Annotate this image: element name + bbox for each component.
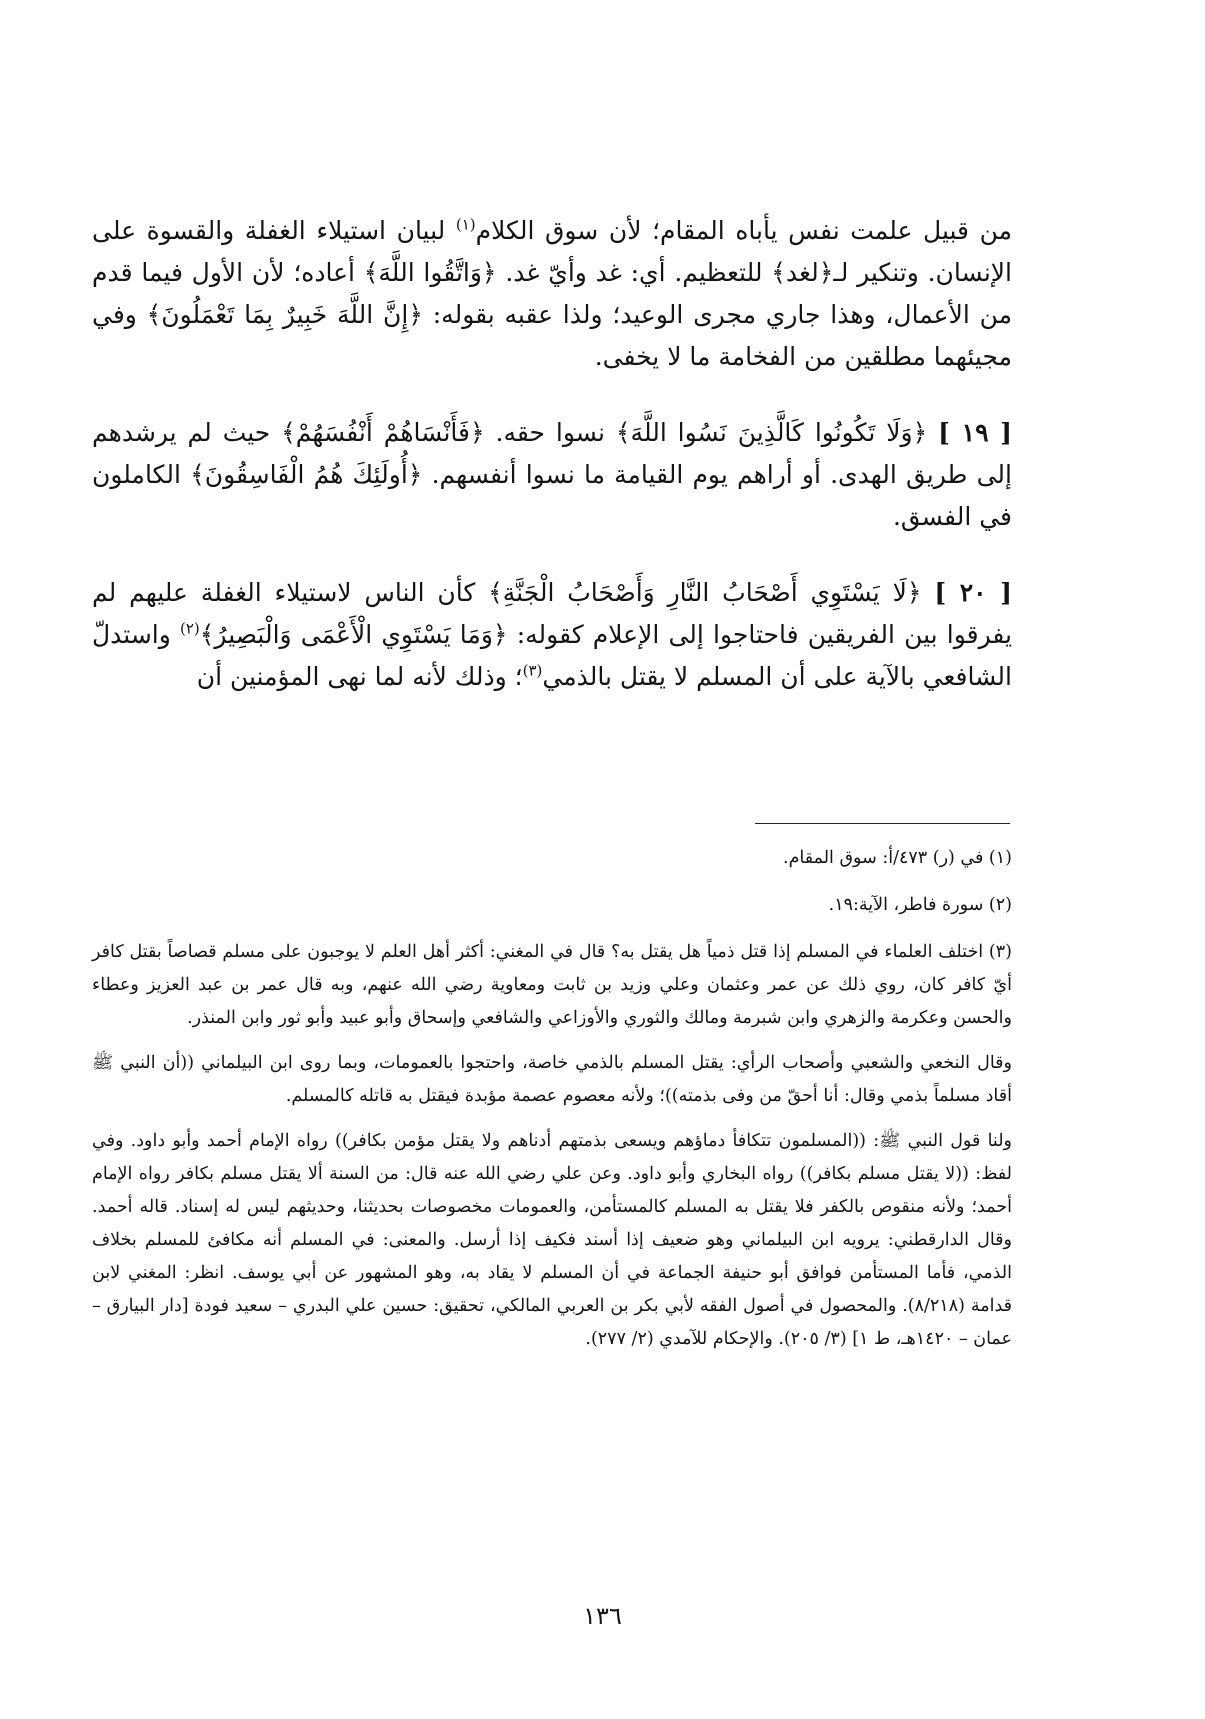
page-number: ١٣٦ (583, 1602, 622, 1630)
main-text (92, 210, 1012, 732)
verse-number-20: [ ٢٠ ] (934, 578, 1012, 607)
footnotes (92, 842, 1012, 1368)
footnote-1: (١) في (ر) ٤٧٣/أ: سوق المقام. (783, 848, 1012, 868)
footnote-3-part-2: وقال النخعي والشعبي وأصحاب الرأي: يقتل المسلم بالذمي خاصة، واحتجوا بالعمومات، وبما روى ابن البيلماني ((أن النبي ﷺ أقاد مسلماً بذمي وقال: أنا أحقّ من وفى بذمته))؛ ولأنه معصوم عصمة مؤبدة فيقتل به قاتله كالمسلم. (92, 1053, 1012, 1106)
footnote-3-part-3: ولنا قول النبي ﷺ: ((المسلمون تتكافأ دماؤهم ويسعى بذمتهم أدناهم ولا يقتل مؤمن بكافر)) رواه الإمام أحمد وأبو داود. وفي لفظ: ((لا يقتل مسلم بكافر)) رواه البخاري وأبو داود. وعن علي رضي الله عنه قال: من السنة ألا يقتل مسلم بكافر رواه الإمام أحمد؛ ولأنه منقوص بالكفر فلا يقتل به المسلم كالمستأمن، والعمومات مخصوصات بحديثنا، وحديثهم ليس له إسناد. قاله أحمد. وقال الدارقطني: يرويه ابن البيلماني وهو ضعيف إذا أسند فكيف إذا أرسل. والمعنى: في المسلم أنه مكافئ للمسلم بخلاف الذمي، فأما المستأمن فوافق أبو حنيفة الجماعة في أن المسلم لا يقاد به، وهو المشهور عن أبي يوسف. انظر: المغني لابن قدامة (٨/٢١٨). والمحصول في أصول الفقه لأبي بكر بن العربي المالكي، تحقيق: حسين علي البدري – سعيد فودة [دار البيارق – عمان – ١٤٢٠هـ، ط ١] (٣/ ٢٠٥). والإحكام للآمدي (٢/ ٢٧٧). (92, 1131, 1013, 1349)
verse-number-19: [ ١٩ ] (938, 418, 1012, 447)
footnote-ref-3[interactable]: (٣) (522, 661, 543, 680)
footnote-separator (755, 823, 1010, 824)
paragraph-verse-19: [ ١٩ ] ﴿وَلَا تَكُونُوا كَالَّذِينَ نَسُوا اللَّهَ﴾ نسوا حقه. ﴿فَأَنْسَاهُمْ أَنْفُسَهُمْ﴾ حيث لم يرشدهم إلى طريق الهدى. أو أراهم يوم القيامة ما نسوا أنفسهم. ﴿أُولَئِكَ هُمُ الْفَاسِقُونَ﴾ الكاملون في الفسق. (92, 418, 1012, 531)
paragraph-verse-20: [ ٢٠ ] ﴿لَا يَسْتَوِي أَصْحَابُ النَّارِ وَأَصْحَابُ الْجَنَّةِ﴾ كأن الناس لاستيلاء الغفلة عليهم لم يفرقوا بين الفريقين فاحتاجوا إلى الإعلام كقوله: ﴿وَمَا يَسْتَوِي الْأَعْمَى وَالْبَصِيرُ﴾$^{(٢)}$ واستدلّ الشافعي بالآية على أن المسلم لا يقتل بالذمي$^{(٣)}$؛ وذلك لأنه لما نهى المؤمنين أن (92, 578, 1012, 691)
paragraph-intro: من قبيل علمت نفس يأباه المقام؛ لأن سوق الكلام$^{(١)}$ لبيان استيلاء الغفلة والقسوة على الإنسان. وتنكير لـ﴿لغد﴾ للتعظيم. أي: غد وأيّ غد. ﴿وَاتَّقُوا اللَّهَ﴾ أعاده؛ لأن الأول فيما قدم من الأعمال، وهذا جاري مجرى الوعيد؛ ولذا عقبه بقوله: ﴿إِنَّ اللَّهَ خَبِيرٌ بِمَا تَعْمَلُونَ﴾ وفي مجيئهما مطلقين من الفخامة ما لا يخفى. (92, 215, 1012, 371)
footnote-2: (٢) سورة فاطر، الآية:١٩. (828, 895, 1012, 915)
footnote-ref-2[interactable]: (٢) (179, 619, 200, 638)
footnote-3-part-1: (٣) اختلف العلماء في المسلم إذا قتل ذمياً هل يقتل به؟ قال في المغني: أكثر أهل العلم لا يوجبون على مسلم قصاصاً بقتل كافر أيّ كافر كان، روي ذلك عن عمر وعثمان وعلي وزيد بن ثابت ومعاوية رضي الله عنهم، وبه قال عمر بن عبد العزيز وعطاء والحسن وعكرمة والزهري وابن شبرمة ومالك والثوري والأوزاعي والشافعي وإسحاق وأبو عبيد وأبو ثور وابن المنذر. (92, 942, 1012, 1028)
footnote-ref-1[interactable]: (١) (455, 215, 476, 234)
